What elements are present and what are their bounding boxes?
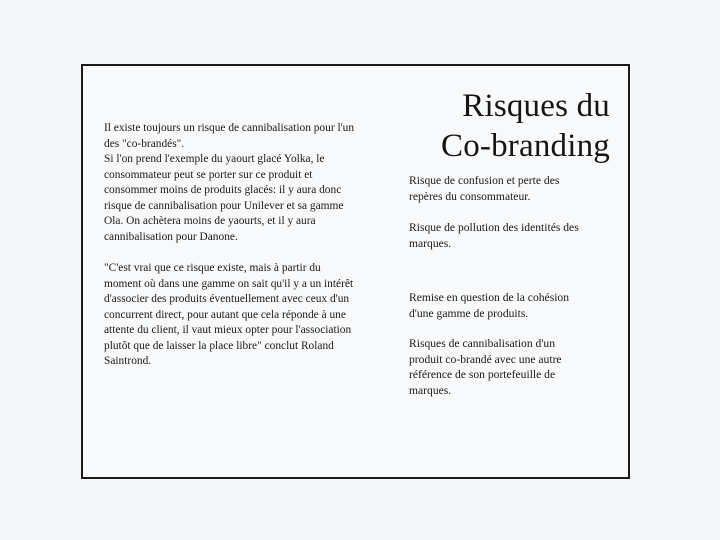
title-line-2: Co-branding [440, 128, 610, 164]
cannibalisation-explanation: Il existe toujours un risque de cannibalisation pour l'un des "co-brandés". Si l'on prend l'exemple du yaourt glacé Yolka, le consommateur peut se porter sur ce produit et consommer moins de produits glacés: il y aura donc risque de cannibalisation pour Unilever et sa gamme Ola. On achètera moins de yaourts, et il y aura cannibalisation pour Danone. [104, 122, 355, 243]
slide-title [380, 86, 610, 166]
slide-frame [81, 64, 630, 479]
risk-item: Risques de cannibalisation d'un produit co-brandé avec une autre référence de son portefeuille de marques. [409, 337, 562, 397]
risks-list [409, 173, 614, 398]
title-line-1: Risques du [462, 88, 610, 124]
quote-paragraph: "C'est vrai que ce risque existe, mais à partir du moment où dans une gamme on sait qu'il y a un intérêt d'associer des produits éventuellement avec ceux d'un concurrent direct, pour autant que cela réponde à une attente du client, il vaut mieux opter pour l'association plutôt que de laisser la place libre" conclut Roland Saintrond. [104, 262, 354, 367]
risk-item: Remise en question de la cohésion d'une gamme de produits. [409, 291, 570, 320]
risk-item: Risque de pollution des identités des marques. [409, 221, 579, 250]
left-text-column [104, 121, 394, 370]
risk-item: Risque de confusion et perte des repères du consommateur. [409, 174, 560, 203]
